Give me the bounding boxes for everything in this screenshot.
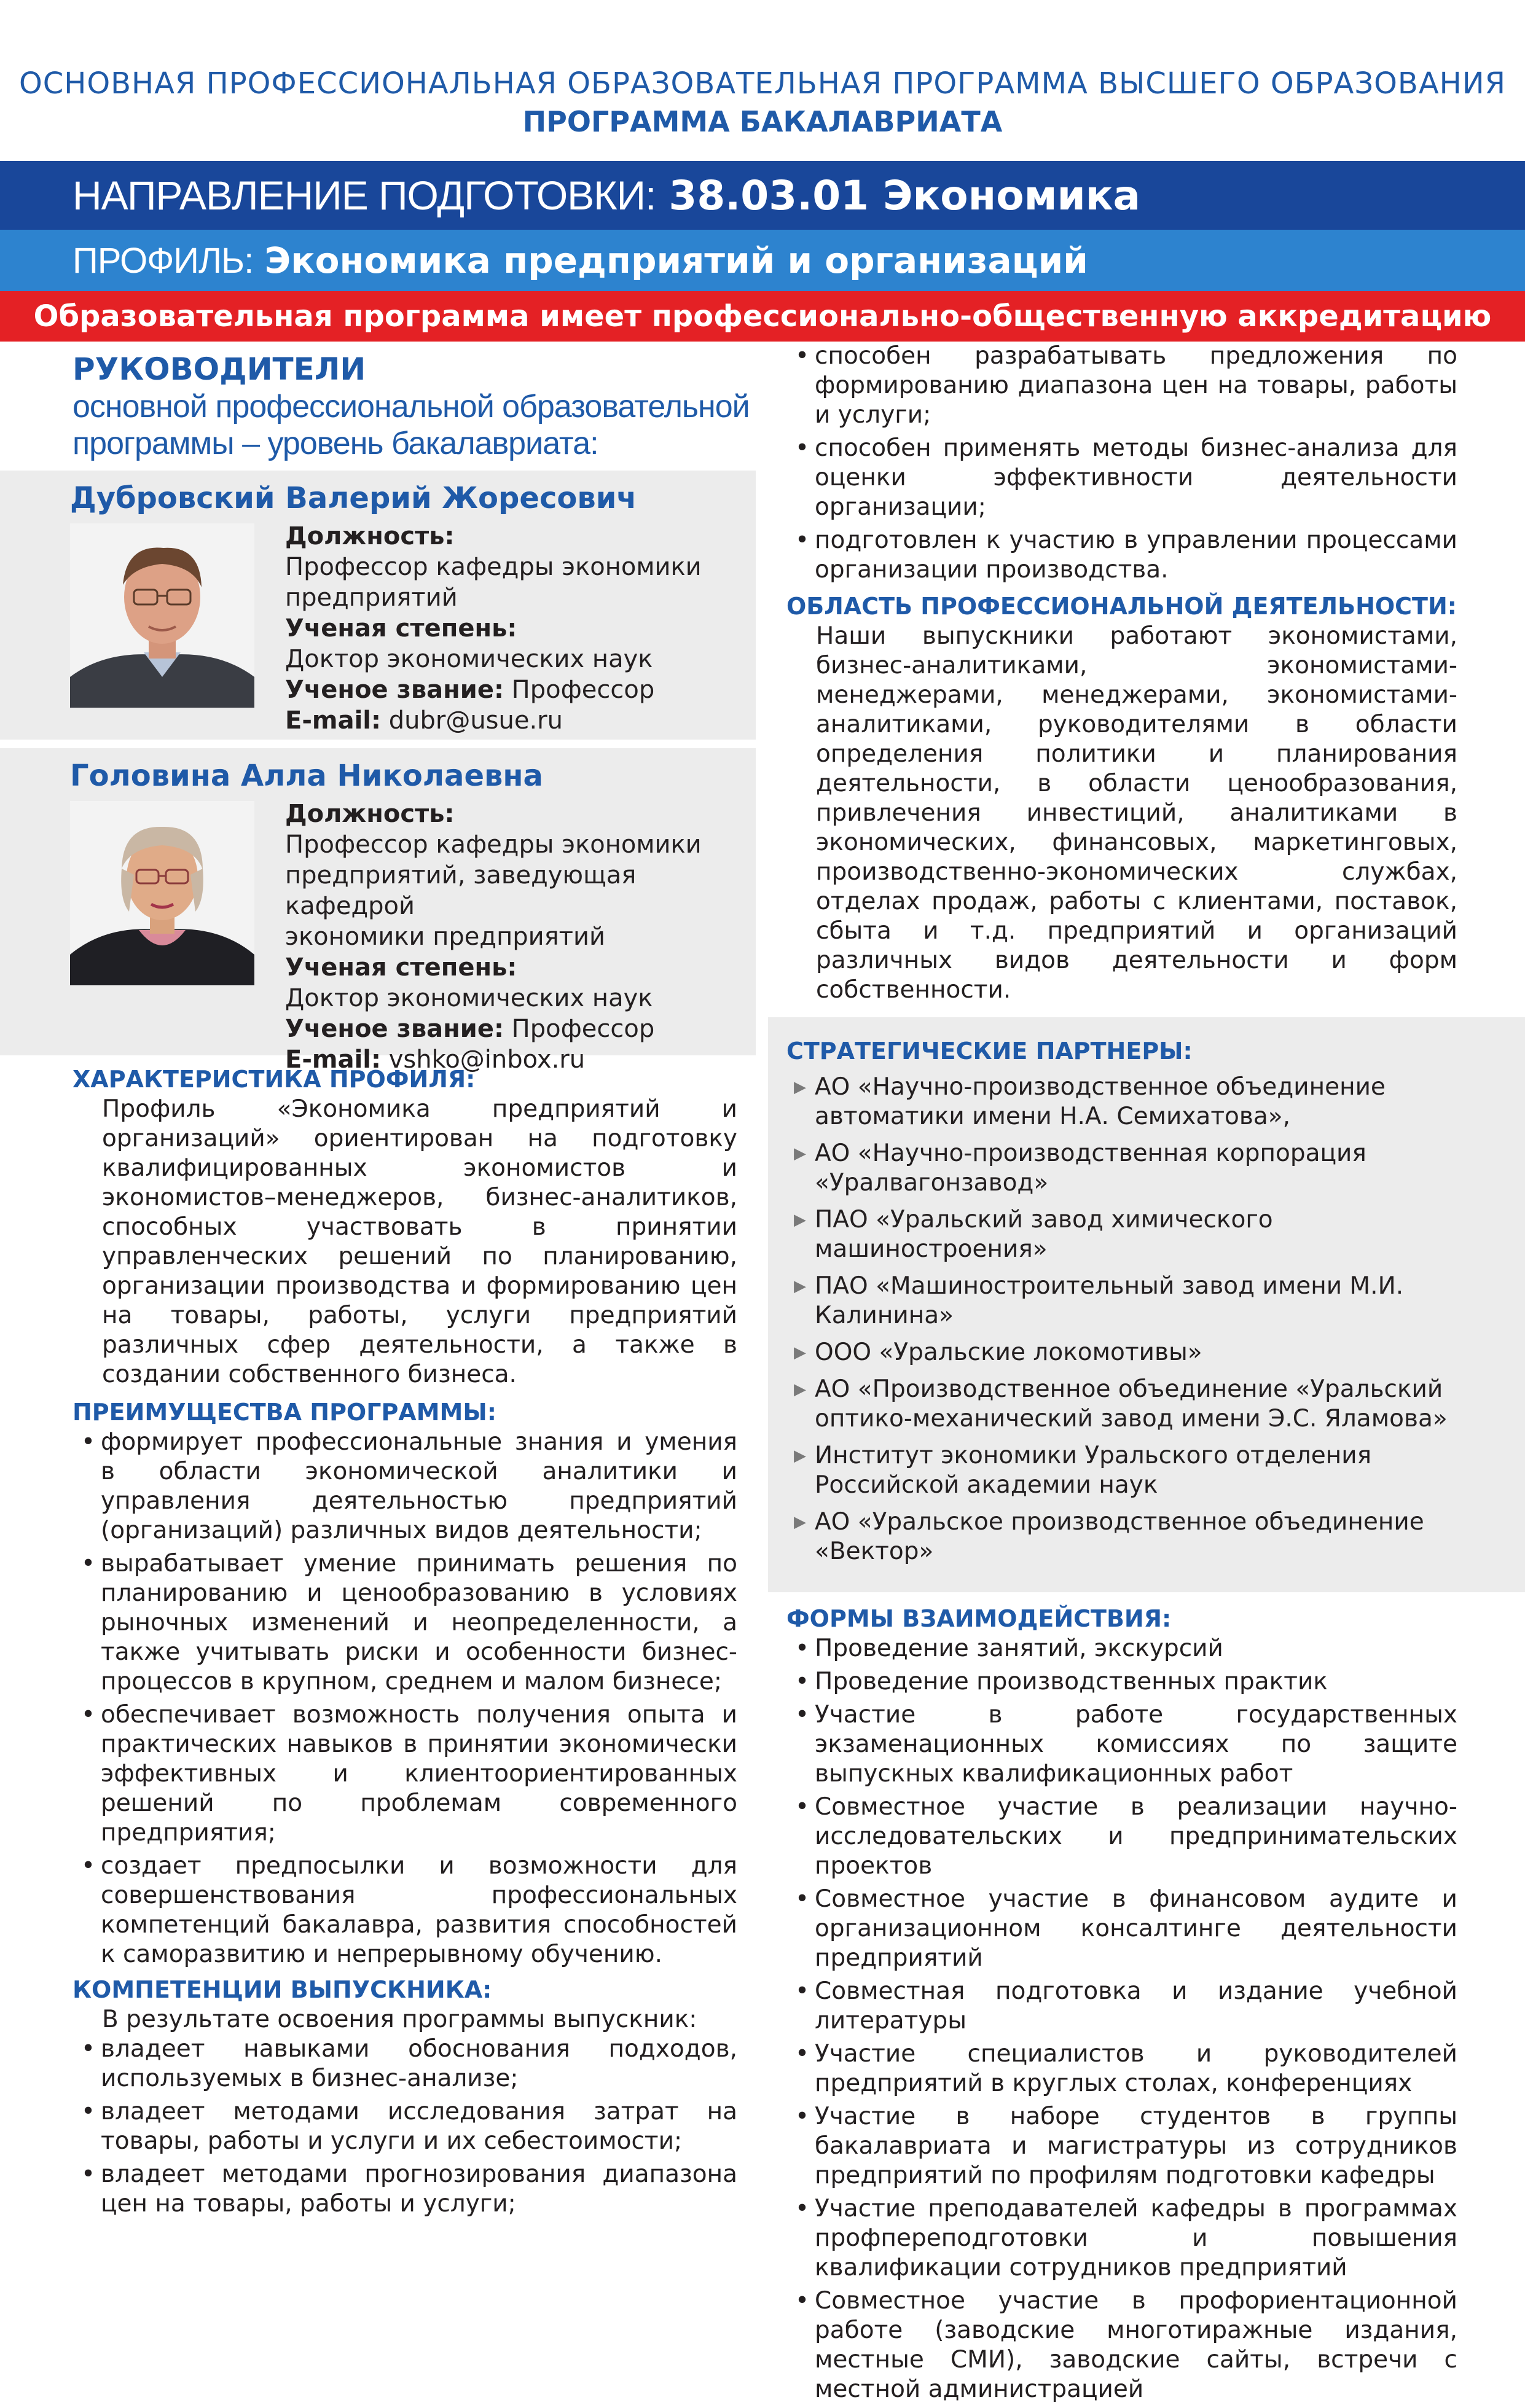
position-line: предприятий, заведующая кафедрой [285, 861, 637, 920]
list-item: • подготовлен к участию в управлении процессами организации производства. [786, 526, 1457, 585]
email-value[interactable]: dubr@usue.ru [388, 706, 563, 735]
leader-photo [70, 523, 254, 708]
position-label: Должность: [285, 800, 455, 828]
list-item: • формирует профессиональные знания и умения в области экономической аналитики и управления деятельностью предприятий (организаций) различных видов деятельности; [73, 1428, 737, 1546]
direction-band [0, 161, 1525, 230]
list-item: • обеспечивает возможность получения опыта и практических навыков в принятии экономически эффективных и клиентоориентированных решений по проблемам современного предприятия; [73, 1700, 737, 1848]
rank-value: Профессор [511, 1015, 655, 1043]
leader-name: Дубровский Валерий Жоресович [70, 481, 637, 515]
leader-card [0, 471, 756, 740]
partners-section [768, 1017, 1525, 1592]
list-item: • Совместное участие в профориентационной работе (заводские многотиражные издания, местные СМИ), заводские сайты, встречи с местной администрацией [786, 2286, 1457, 2404]
leaders-title: РУКОВОДИТЕЛИ [73, 351, 366, 387]
section-heading: ОБЛАСТЬ ПРОФЕССИОНАЛЬНОЙ ДЕЯТЕЛЬНОСТИ: [786, 593, 1457, 620]
email-label: E-mail: [285, 706, 382, 735]
partner-item: ▶ АО «Научно-производственное объединение автоматики имени Н.А. Семихатова», [786, 1073, 1457, 1132]
degree-value: Доктор экономических наук [285, 984, 653, 1012]
list-item: • владеет методами исследования затрат на товары, работы и услуги и их себестоимости; [73, 2097, 737, 2156]
partner-item: ▶ Институт экономики Уральского отделения Российской академии наук [786, 1441, 1457, 1500]
section-heading: ХАРАКТЕРИСТИКА ПРОФИЛЯ: [73, 1066, 476, 1093]
list-item: • способен разрабатывать предложения по формированию диапазона цен на товары, работы и услуги; [786, 342, 1457, 430]
list-item: • Совместное участие в финансовом аудите и организационном консалтинге деятельности предприятий [786, 1885, 1457, 1973]
degree-label: Ученая степень: [285, 953, 517, 982]
position-label: Должность: [285, 522, 455, 550]
professional-area-section [768, 591, 1525, 1005]
leader-photo [70, 801, 254, 985]
professional-area-text: Наши выпускники работают экономистами, бизнес-аналитиками, экономистами-менеджерами, менеджерами, экономистами-аналитиками, руководителями в области определения политики и планирования деятельности, в области ценообразования, привлечения инвестиций, аналитиками в экономических, финансовых, маркетинговых, производственно-экономических службах, отделах продаж, работы с клиентами, поставок, сбыта и т.д. предприятий и организаций различных видов деятельности и форм собственности. [816, 622, 1457, 1004]
email-label: E-mail: [285, 1046, 382, 1074]
section-heading: КОМПЕТЕНЦИИ ВЫПУСКНИКА: [73, 1976, 492, 2003]
list-item: • вырабатывает умение принимать решения по планированию и ценообразованию в условиях рыночных изменений и неопределенности, а также учитывать риски и особенности бизнес-процессов в крупном, среднем и малом бизнесе; [73, 1549, 737, 1697]
leader-info [285, 799, 756, 1075]
position-line: Профессор кафедры экономики [285, 831, 702, 859]
rank-value: Профессор [511, 676, 655, 704]
section-heading: СТРАТЕГИЧЕСКИЕ ПАРТНЕРЫ: [786, 1038, 1193, 1065]
leaders-subtitle-1: основной профессиональной образовательной [73, 389, 750, 424]
accreditation-band: Образовательная программа имеет профессионально-общественную аккредитацию [0, 291, 1525, 342]
leader-card [0, 748, 756, 1074]
interaction-section [768, 1603, 1525, 2404]
email-value[interactable]: vshko@inbox.ru [388, 1046, 586, 1074]
partner-item: ▶ АО «Научно-производственная корпорация «Уралвагонзавод» [786, 1139, 1457, 1198]
list-item: • Участие преподавателей кафедры в программах профпереподготовки и повышения квалификации сотрудников предприятий [786, 2194, 1457, 2283]
profile-characteristic [0, 1064, 756, 1390]
list-item: • Участие специалистов и руководителей предприятий в круглых столах, конференциях [786, 2039, 1457, 2098]
section-heading: ФОРМЫ ВЗАИМОДЕЙСТВИЯ: [786, 1605, 1172, 1632]
position-line: экономики предприятий [285, 923, 605, 951]
program-level: ПРОГРАММА БАКАЛАВРИАТА [522, 105, 1003, 138]
page-header [0, 64, 1525, 140]
competencies-continued [768, 342, 1525, 585]
profile-band [0, 230, 1525, 291]
profile-label: ПРОФИЛЬ: [73, 241, 254, 281]
leaders-subtitle-2: программы – уровень бакалавриата: [73, 426, 598, 461]
list-item: • создает предпосылки и возможности для совершенствования профессиональных компетенций бакалавра, развития способностей к саморазвитию и непрерывному обучению. [73, 1851, 737, 1969]
degree-value: Доктор экономических наук [285, 645, 653, 673]
partner-item: ▶ ООО «Уральские локомотивы» [786, 1338, 1457, 1367]
section-heading: ПРЕИМУЩЕСТВА ПРОГРАММЫ: [73, 1399, 496, 1426]
leader-name: Головина Алла Николаевна [70, 759, 543, 793]
left-column [0, 342, 756, 2222]
competencies-section [0, 1974, 756, 2219]
partner-item: ▶ АО «Уральское производственное объединение «Вектор» [786, 1507, 1457, 1566]
rank-label: Ученое звание: [285, 676, 504, 704]
list-item: • владеет методами прогнозирования диапазона цен на товары, работы и услуги; [73, 2160, 737, 2219]
list-item: • Совместное участие в реализации научно-исследовательских и предпринимательских проектов [786, 1792, 1457, 1881]
right-column [768, 342, 1525, 2408]
rank-label: Ученое звание: [285, 1015, 504, 1043]
direction-label: НАПРАВЛЕНИЕ ПОДГОТОВКИ: [73, 173, 656, 218]
list-item: • Участие в наборе студентов в группы бакалавриата и магистратуры из сотрудников предприятий по профилям подготовки кафедры [786, 2102, 1457, 2191]
partner-item: ▶ АО «Производственное объединение «Уральский оптико-механический завод имени Э.С. Яламова» [786, 1375, 1457, 1434]
position-line: Профессор кафедры экономики [285, 553, 702, 581]
partner-item: ▶ ПАО «Уральский завод химического машиностроения» [786, 1205, 1457, 1264]
profile-value: Экономика предприятий и организаций [264, 240, 1088, 281]
direction-value: 38.03.01 Экономика [668, 172, 1141, 219]
leaders-heading [0, 342, 756, 462]
list-item: • Участие в работе государственных экзаменационных комиссиях по защите выпускных квалификационных работ [786, 1700, 1457, 1789]
profile-text: Профиль «Экономика предприятий и организаций» ориентирован на подготовку квалифицированных экономистов и экономистов–менеджеров, бизнес-аналитиков, способных участвовать в принятии управленческих решений по планированию, организации производства и формированию цен на товары, работы, услуги предприятий различных сфер деятельности, а также в создании собственного бизнеса. [102, 1095, 737, 1388]
list-item: • Проведение занятий, экскурсий [786, 1634, 1457, 1663]
advantages-section [0, 1397, 756, 1969]
list-item: • способен применять методы бизнес-анализа для оценки эффективности деятельности организации; [786, 434, 1457, 522]
list-item: • Совместная подготовка и издание учебной литературы [786, 1977, 1457, 2036]
list-item: • владеет навыками обоснования подходов, используемых в бизнес-анализе; [73, 2035, 737, 2093]
position-line: предприятий [285, 584, 458, 612]
degree-label: Ученая степень: [285, 614, 517, 643]
program-title: ОСНОВНАЯ ПРОФЕССИОНАЛЬНАЯ ОБРАЗОВАТЕЛЬНАЯ ПРОГРАММА ВЫСШЕГО ОБРАЗОВАНИЯ [18, 66, 1507, 101]
competencies-intro: В результате освоения программы выпускник: [102, 2006, 697, 2033]
partner-item: ▶ ПАО «Машиностроительный завод имени М.И. Калинина» [786, 1272, 1457, 1331]
leader-info [285, 521, 702, 736]
list-item: • Проведение производственных практик [786, 1667, 1457, 1697]
